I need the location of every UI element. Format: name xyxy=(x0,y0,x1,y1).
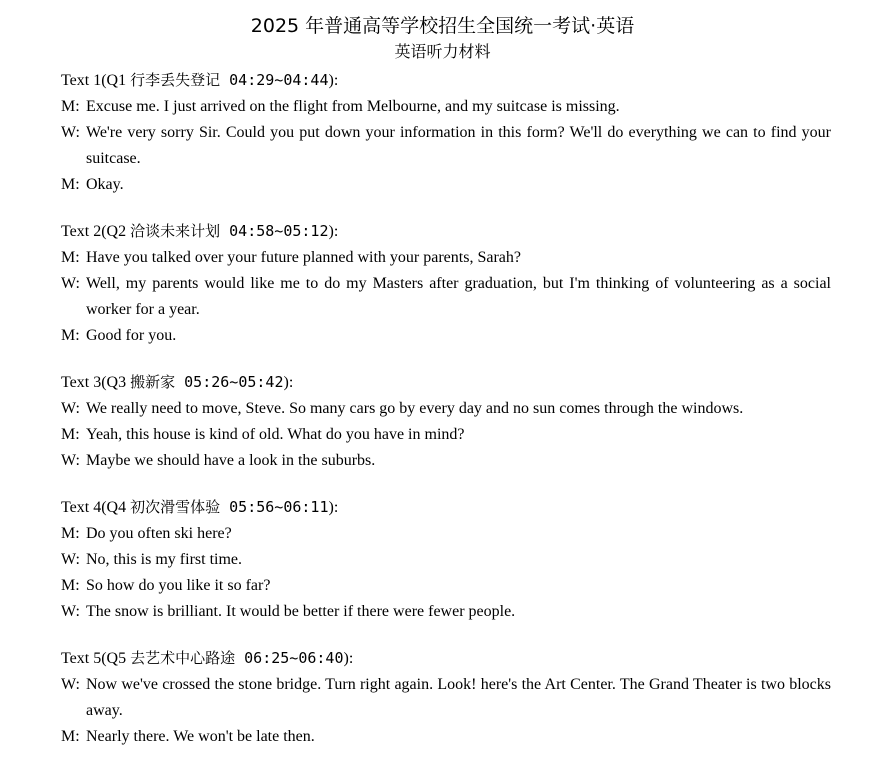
dialogue-line xyxy=(61,573,831,599)
dialogue-line xyxy=(61,94,831,120)
dialogue-text: We're very sorry Sir. Could you put down your information in this form? We'll do everything we can to find your suitcase. xyxy=(86,124,831,167)
section-time: 06:25~06:40 xyxy=(235,649,344,667)
dialogue-text: Good for you. xyxy=(86,327,177,344)
section-label: Text 2(Q2 xyxy=(61,223,131,240)
dialogue-text: Maybe we should have a look in the suburbs. xyxy=(86,452,376,469)
transcript-section xyxy=(61,369,831,474)
dialogue-line xyxy=(61,599,831,625)
dialogue-line xyxy=(61,448,831,474)
section-time: 05:56~06:11 xyxy=(220,498,329,516)
dialogue-line xyxy=(61,724,831,750)
dialogue-text: Yeah, this house is kind of old. What do you have in mind? xyxy=(86,426,465,443)
section-suffix: ): xyxy=(343,650,354,667)
dialogue-line xyxy=(61,521,831,547)
transcript-content xyxy=(61,67,831,770)
section-label: Text 1(Q1 xyxy=(61,72,131,89)
dialogue-line xyxy=(61,172,831,198)
section-suffix: ): xyxy=(328,72,339,89)
section-topic: 行李丢失登记 xyxy=(130,71,221,89)
section-label: Text 3(Q3 xyxy=(61,374,131,391)
transcript-section xyxy=(61,218,831,349)
dialogue-text: We really need to move, Steve. So many cars go by every day and no sun comes through the windows. xyxy=(86,400,744,417)
dialogue-line xyxy=(61,396,831,422)
section-heading xyxy=(61,369,831,396)
section-heading xyxy=(61,645,831,672)
dialogue-text: No, this is my first time. xyxy=(86,551,242,568)
dialogue-line xyxy=(61,422,831,448)
document-title: 2025 年普通高等学校招生全国统一考试·英语 xyxy=(250,15,635,37)
speaker-label: W: xyxy=(61,124,80,141)
speaker-label: M: xyxy=(61,249,80,266)
dialogue-text: Okay. xyxy=(86,176,124,193)
dialogue-line xyxy=(61,672,831,724)
speaker-label: W: xyxy=(61,452,80,469)
section-topic: 洽谈未来计划 xyxy=(130,222,221,240)
section-label: Text 5(Q5 xyxy=(61,650,131,667)
dialogue-text: Nearly there. We won't be late then. xyxy=(86,728,315,745)
section-topic: 初次滑雪体验 xyxy=(130,498,221,516)
section-time: 05:26~05:42 xyxy=(175,373,284,391)
speaker-label: M: xyxy=(61,327,80,344)
dialogue-text: Excuse me. I just arrived on the flight from Melbourne, and my suitcase is missing. xyxy=(86,98,620,115)
dialogue-text: So how do you like it so far? xyxy=(86,577,271,594)
transcript-section xyxy=(61,494,831,625)
speaker-label: W: xyxy=(61,275,80,292)
section-topic: 搬新家 xyxy=(130,373,176,391)
transcript-section xyxy=(61,67,831,198)
dialogue-line xyxy=(61,323,831,349)
dialogue-text: Do you often ski here? xyxy=(86,525,232,542)
section-heading xyxy=(61,494,831,521)
speaker-label: W: xyxy=(61,400,80,417)
speaker-label: M: xyxy=(61,176,80,193)
section-topic: 去艺术中心路途 xyxy=(130,649,236,667)
speaker-label: M: xyxy=(61,577,80,594)
section-label: Text 4(Q4 xyxy=(61,499,131,516)
section-heading xyxy=(61,67,831,94)
dialogue-text: Well, my parents would like me to do my Masters after graduation, but I'm thinking of volunteering as a social worker for a year. xyxy=(86,275,831,318)
section-suffix: ): xyxy=(328,499,339,516)
dialogue-line xyxy=(61,271,831,323)
dialogue-text: The snow is brilliant. It would be better if there were fewer people. xyxy=(86,603,516,620)
speaker-label: M: xyxy=(61,426,80,443)
dialogue-line xyxy=(61,245,831,271)
speaker-label: W: xyxy=(61,551,80,568)
speaker-label: M: xyxy=(61,525,80,542)
speaker-label: M: xyxy=(61,98,80,115)
document-subtitle: 英语听力材料 xyxy=(394,42,491,61)
dialogue-line xyxy=(61,547,831,573)
dialogue-text: Now we've crossed the stone bridge. Turn right again. Look! here's the Art Center. The Grand Theater is two blocks away. xyxy=(86,676,831,719)
section-time: 04:58~05:12 xyxy=(220,222,329,240)
speaker-label: M: xyxy=(61,728,80,745)
transcript-section xyxy=(61,645,831,750)
dialogue-text: Have you talked over your future planned with your parents, Sarah? xyxy=(86,249,521,266)
section-time: 04:29~04:44 xyxy=(220,71,329,89)
section-suffix: ): xyxy=(283,374,294,391)
section-suffix: ): xyxy=(328,223,339,240)
dialogue-line xyxy=(61,120,831,172)
speaker-label: W: xyxy=(61,603,80,620)
section-heading xyxy=(61,218,831,245)
speaker-label: W: xyxy=(61,676,80,693)
